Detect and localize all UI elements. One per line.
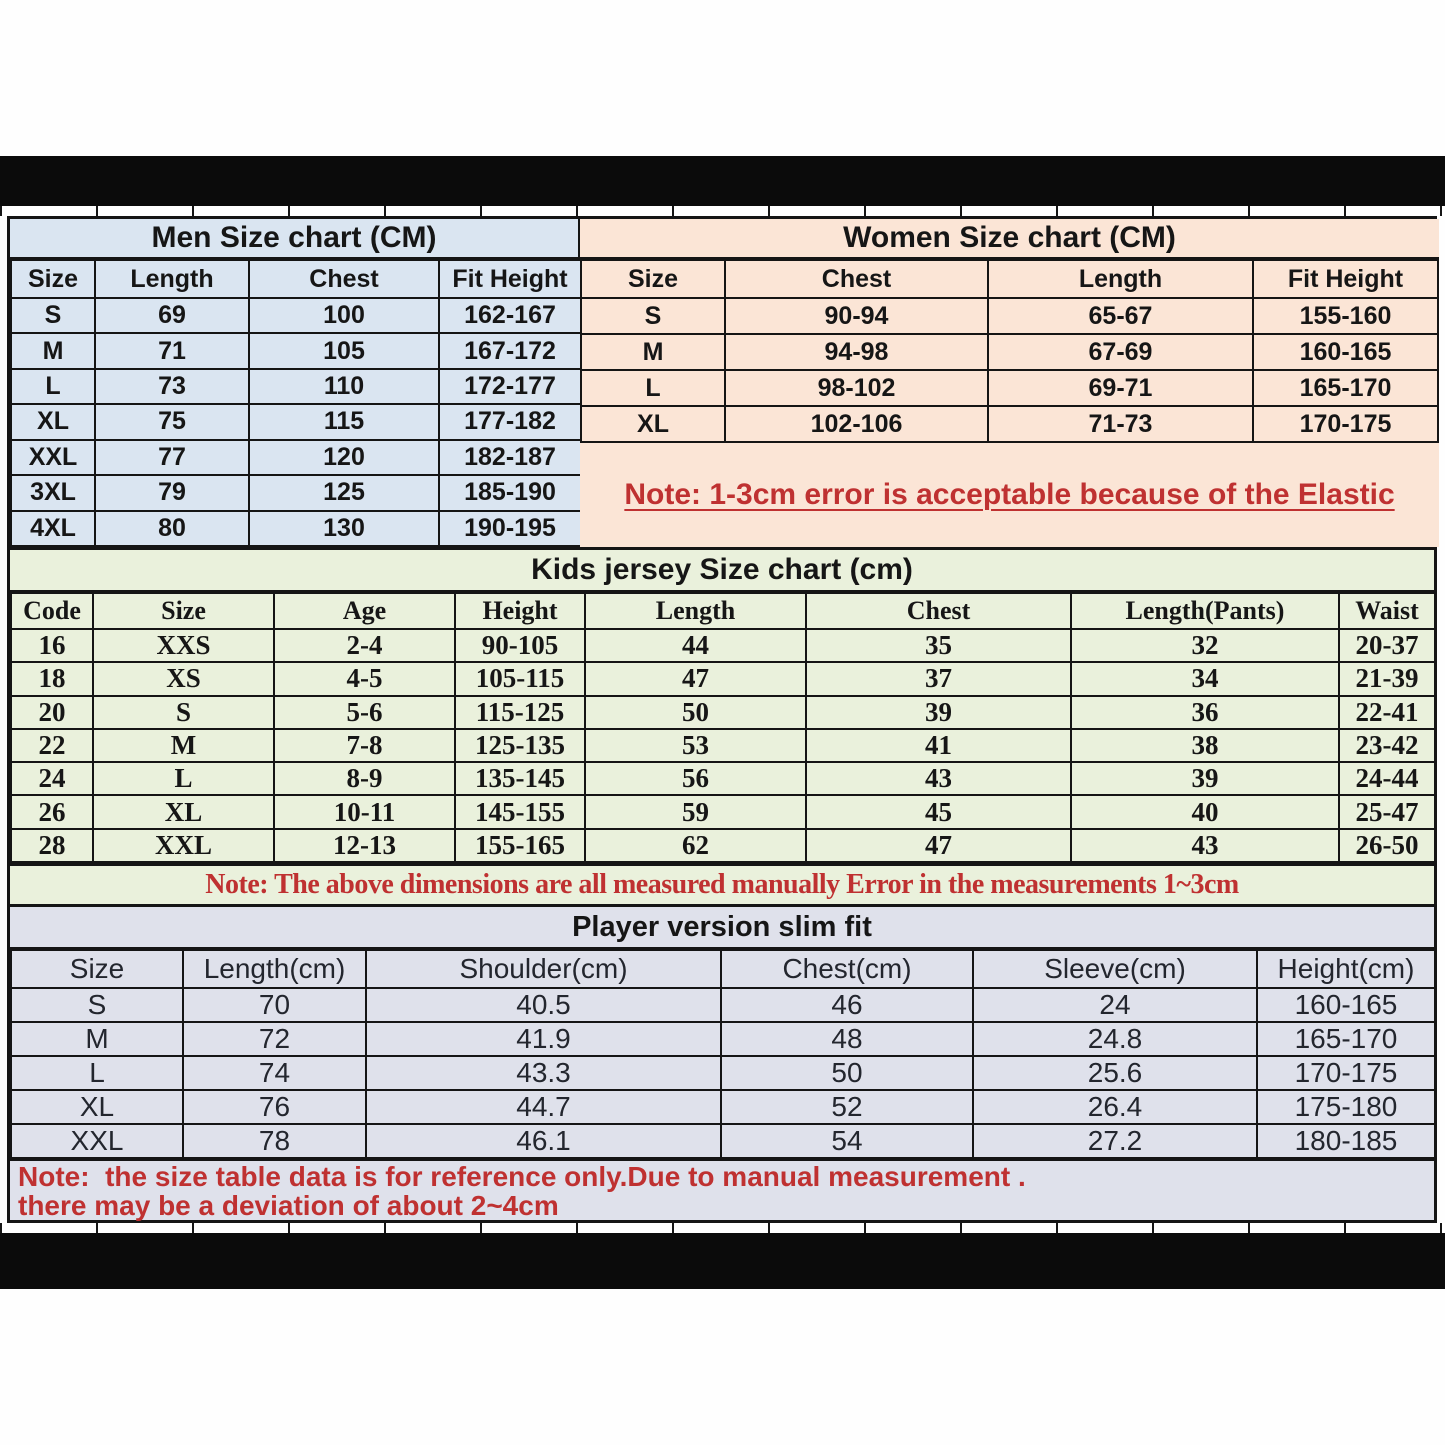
kids-cell: 39 xyxy=(806,696,1071,729)
kids-cell: 135-145 xyxy=(455,762,585,795)
table-row xyxy=(11,729,1435,762)
table-row xyxy=(11,475,581,510)
player-header-row xyxy=(11,950,1435,988)
player-cell: 50 xyxy=(721,1056,973,1090)
player-cell: 41.9 xyxy=(366,1022,721,1056)
player-cell: 78 xyxy=(183,1124,366,1158)
player-cell: 165-170 xyxy=(1257,1022,1435,1056)
men-cell: XL xyxy=(11,404,95,439)
women-header-row xyxy=(581,260,1438,298)
kids-cell: 44 xyxy=(585,629,806,662)
men-cell: 77 xyxy=(95,440,249,475)
men-cell: 115 xyxy=(249,404,439,439)
table-row xyxy=(11,298,581,333)
kids-cell: 36 xyxy=(1071,696,1339,729)
kids-cell: 47 xyxy=(585,662,806,695)
men-cell: 79 xyxy=(95,475,249,510)
men-cell: 125 xyxy=(249,475,439,510)
kids-header-cell: Code xyxy=(11,593,93,629)
kids-header-row xyxy=(11,593,1435,629)
kids-cell: 37 xyxy=(806,662,1071,695)
kids-cell: 16 xyxy=(11,629,93,662)
player-header-cell: Height(cm) xyxy=(1257,950,1435,988)
table-row xyxy=(11,404,581,439)
kids-size-table xyxy=(10,592,1436,863)
kids-cell: 45 xyxy=(806,795,1071,828)
table-row xyxy=(581,334,1438,370)
table-row xyxy=(11,511,581,546)
kids-cell: M xyxy=(93,729,274,762)
player-cell: 180-185 xyxy=(1257,1124,1435,1158)
women-cell: 160-165 xyxy=(1253,334,1438,370)
kids-cell: 21-39 xyxy=(1339,662,1435,695)
table-row xyxy=(11,440,581,475)
player-cell: 70 xyxy=(183,988,366,1022)
kids-cell: 47 xyxy=(806,829,1071,862)
men-cell: 69 xyxy=(95,298,249,333)
kids-cell: 34 xyxy=(1071,662,1339,695)
player-cell: 72 xyxy=(183,1022,366,1056)
player-cell: XL xyxy=(11,1090,183,1124)
men-header-cell: Length xyxy=(95,260,249,298)
kids-header-cell: Waist xyxy=(1339,593,1435,629)
men-cell: 75 xyxy=(95,404,249,439)
adult-charts-row xyxy=(10,219,1434,547)
kids-cell: XL xyxy=(93,795,274,828)
kids-cell: 23-42 xyxy=(1339,729,1435,762)
women-cell: 102-106 xyxy=(725,406,988,442)
kids-cell: 24 xyxy=(11,762,93,795)
kids-cell: 7-8 xyxy=(274,729,455,762)
top-black-bar xyxy=(0,156,1445,206)
men-cell: XXL xyxy=(11,440,95,475)
player-header-cell: Size xyxy=(11,950,183,988)
reference-only-note-line1: Note: the size table data is for reference only.Due to manual measurement . xyxy=(18,1161,1026,1192)
player-header-cell: Shoulder(cm) xyxy=(366,950,721,988)
men-cell: 110 xyxy=(249,369,439,404)
women-header-cell: Length xyxy=(988,260,1253,298)
women-cell: 67-69 xyxy=(988,334,1253,370)
table-row xyxy=(581,406,1438,442)
kids-cell: 20-37 xyxy=(1339,629,1435,662)
kids-cell: 43 xyxy=(806,762,1071,795)
women-cell: 69-71 xyxy=(988,370,1253,406)
women-cell: 71-73 xyxy=(988,406,1253,442)
table-row xyxy=(11,762,1435,795)
player-cell: 26.4 xyxy=(973,1090,1257,1124)
player-cell: 76 xyxy=(183,1090,366,1124)
men-cell: 182-187 xyxy=(439,440,581,475)
player-cell: 44.7 xyxy=(366,1090,721,1124)
player-cell: 46 xyxy=(721,988,973,1022)
kids-cell: 39 xyxy=(1071,762,1339,795)
player-header-cell: Chest(cm) xyxy=(721,950,973,988)
men-cell: 167-172 xyxy=(439,333,581,368)
table-row xyxy=(11,1022,1435,1056)
player-cell: 24 xyxy=(973,988,1257,1022)
kids-header-cell: Chest xyxy=(806,593,1071,629)
player-header-cell: Length(cm) xyxy=(183,950,366,988)
men-cell: 162-167 xyxy=(439,298,581,333)
women-size-chart-section xyxy=(580,219,1439,547)
men-cell: 190-195 xyxy=(439,511,581,546)
men-header-cell: Chest xyxy=(249,260,439,298)
women-chart-title: Women Size chart (CM) xyxy=(580,219,1439,259)
men-cell: 172-177 xyxy=(439,369,581,404)
women-header-cell: Size xyxy=(581,260,725,298)
player-version-title: Player version slim fit xyxy=(10,907,1434,949)
kids-cell: 105-115 xyxy=(455,662,585,695)
kids-cell: 125-135 xyxy=(455,729,585,762)
women-cell: 98-102 xyxy=(725,370,988,406)
player-cell: 160-165 xyxy=(1257,988,1435,1022)
men-cell: L xyxy=(11,369,95,404)
table-row xyxy=(11,333,581,368)
reference-only-note xyxy=(10,1159,1434,1220)
kids-cell: XS xyxy=(93,662,274,695)
women-header-cell: Fit Height xyxy=(1253,260,1438,298)
women-cell: 90-94 xyxy=(725,298,988,334)
player-cell: S xyxy=(11,988,183,1022)
men-chart-title: Men Size chart (CM) xyxy=(10,219,578,259)
table-row xyxy=(11,988,1435,1022)
player-cell: 54 xyxy=(721,1124,973,1158)
women-cell: M xyxy=(581,334,725,370)
men-cell: M xyxy=(11,333,95,368)
men-header-cell: Fit Height xyxy=(439,260,581,298)
player-cell: L xyxy=(11,1056,183,1090)
women-header-cell: Chest xyxy=(725,260,988,298)
kids-header-cell: Size xyxy=(93,593,274,629)
kids-cell: 62 xyxy=(585,829,806,862)
kids-cell: 90-105 xyxy=(455,629,585,662)
player-cell: 25.6 xyxy=(973,1056,1257,1090)
kids-cell: 24-44 xyxy=(1339,762,1435,795)
table-row xyxy=(11,829,1435,862)
player-version-table xyxy=(10,949,1436,1159)
men-size-chart-section xyxy=(10,219,580,547)
table-row xyxy=(581,298,1438,334)
player-cell: 48 xyxy=(721,1022,973,1056)
player-header-cell: Sleeve(cm) xyxy=(973,950,1257,988)
women-cell: 155-160 xyxy=(1253,298,1438,334)
men-cell: 80 xyxy=(95,511,249,546)
kids-header-cell: Length xyxy=(585,593,806,629)
women-cell: 65-67 xyxy=(988,298,1253,334)
kids-cell: 12-13 xyxy=(274,829,455,862)
men-cell: S xyxy=(11,298,95,333)
kids-cell: 10-11 xyxy=(274,795,455,828)
kids-measurement-note xyxy=(10,863,1434,907)
women-elastic-note xyxy=(580,443,1439,547)
kids-cell: 41 xyxy=(806,729,1071,762)
player-cell: 27.2 xyxy=(973,1124,1257,1158)
kids-chart-title: Kids jersey Size chart (cm) xyxy=(10,547,1434,592)
kids-cell: 26 xyxy=(11,795,93,828)
men-cell: 105 xyxy=(249,333,439,368)
women-cell: 94-98 xyxy=(725,334,988,370)
player-cell: 170-175 xyxy=(1257,1056,1435,1090)
kids-cell: XXS xyxy=(93,629,274,662)
kids-cell: 28 xyxy=(11,829,93,862)
men-cell: 4XL xyxy=(11,511,95,546)
table-row xyxy=(11,1056,1435,1090)
kids-cell: 43 xyxy=(1071,829,1339,862)
kids-cell: S xyxy=(93,696,274,729)
player-cell: 175-180 xyxy=(1257,1090,1435,1124)
kids-cell: 22 xyxy=(11,729,93,762)
women-size-table xyxy=(580,259,1439,443)
women-cell: 170-175 xyxy=(1253,406,1438,442)
women-cell: S xyxy=(581,298,725,334)
kids-cell: 35 xyxy=(806,629,1071,662)
kids-header-cell: Age xyxy=(274,593,455,629)
player-cell: 74 xyxy=(183,1056,366,1090)
player-cell: M xyxy=(11,1022,183,1056)
table-row xyxy=(11,629,1435,662)
kids-cell: 4-5 xyxy=(274,662,455,695)
kids-cell: 40 xyxy=(1071,795,1339,828)
kids-cell: 20 xyxy=(11,696,93,729)
table-row xyxy=(11,1090,1435,1124)
player-cell: 24.8 xyxy=(973,1022,1257,1056)
table-row xyxy=(11,662,1435,695)
player-cell: 43.3 xyxy=(366,1056,721,1090)
men-cell: 185-190 xyxy=(439,475,581,510)
bottom-black-bar xyxy=(0,1233,1445,1289)
kids-cell: 2-4 xyxy=(274,629,455,662)
player-cell: XXL xyxy=(11,1124,183,1158)
kids-cell: 155-165 xyxy=(455,829,585,862)
player-cell: 46.1 xyxy=(366,1124,721,1158)
table-row xyxy=(11,696,1435,729)
kids-cell: 50 xyxy=(585,696,806,729)
kids-cell: 26-50 xyxy=(1339,829,1435,862)
men-cell: 73 xyxy=(95,369,249,404)
kids-cell: 22-41 xyxy=(1339,696,1435,729)
kids-cell: 8-9 xyxy=(274,762,455,795)
men-cell: 100 xyxy=(249,298,439,333)
kids-cell: 56 xyxy=(585,762,806,795)
women-cell: L xyxy=(581,370,725,406)
spreadsheet-grid-strip-bottom xyxy=(0,1223,1445,1233)
kids-cell: 145-155 xyxy=(455,795,585,828)
size-chart-sheet xyxy=(7,216,1437,1223)
kids-cell: 38 xyxy=(1071,729,1339,762)
kids-header-cell: Height xyxy=(455,593,585,629)
kids-cell: 25-47 xyxy=(1339,795,1435,828)
men-cell: 177-182 xyxy=(439,404,581,439)
table-row xyxy=(581,370,1438,406)
table-row xyxy=(11,369,581,404)
kids-cell: XXL xyxy=(93,829,274,862)
kids-cell: 18 xyxy=(11,662,93,695)
reference-only-note-line2: there may be a deviation of about 2~4cm xyxy=(18,1190,559,1221)
kids-header-cell: Length(Pants) xyxy=(1071,593,1339,629)
men-cell: 3XL xyxy=(11,475,95,510)
table-row xyxy=(11,795,1435,828)
kids-cell: 5-6 xyxy=(274,696,455,729)
men-size-table xyxy=(10,259,582,547)
men-header-cell: Size xyxy=(11,260,95,298)
player-cell: 40.5 xyxy=(366,988,721,1022)
kids-cell: L xyxy=(93,762,274,795)
men-header-row xyxy=(11,260,581,298)
men-cell: 130 xyxy=(249,511,439,546)
player-cell: 52 xyxy=(721,1090,973,1124)
kids-cell: 53 xyxy=(585,729,806,762)
women-cell: 165-170 xyxy=(1253,370,1438,406)
women-cell: XL xyxy=(581,406,725,442)
spreadsheet-grid-strip-top xyxy=(0,206,1445,216)
men-cell: 71 xyxy=(95,333,249,368)
kids-cell: 59 xyxy=(585,795,806,828)
kids-cell: 32 xyxy=(1071,629,1339,662)
table-row xyxy=(11,1124,1435,1158)
kids-cell: 115-125 xyxy=(455,696,585,729)
women-elastic-note-text: Note: 1-3cm error is acceptable because of the Elastic xyxy=(624,478,1395,511)
men-cell: 120 xyxy=(249,440,439,475)
kids-measurement-note-text: Note: The above dimensions are all measured manually Error in the measurements 1~3cm xyxy=(205,869,1239,900)
